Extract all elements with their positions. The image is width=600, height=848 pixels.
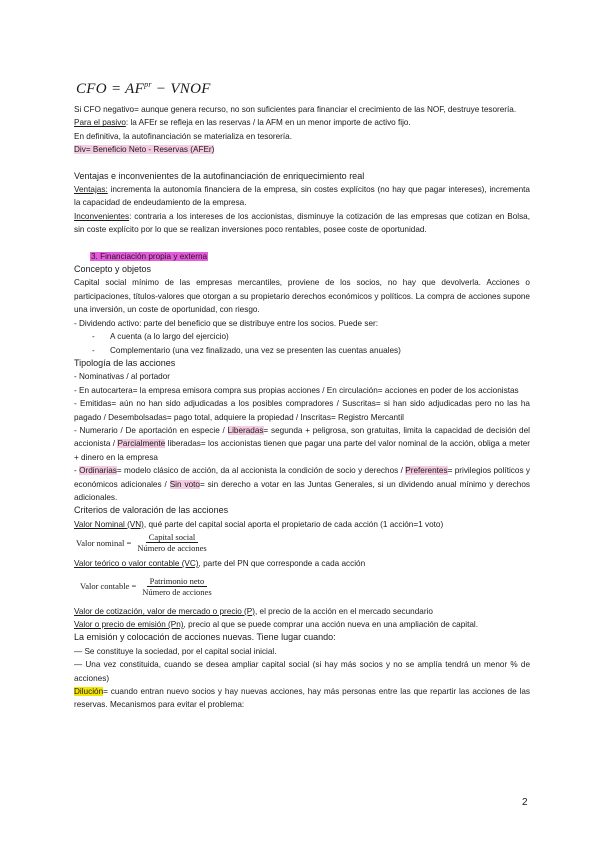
list-item: - A cuenta (a lo largo del ejercicio) [74, 330, 530, 343]
pasivo-label: Para el pasivo [74, 118, 126, 128]
cotizacion-label: Valor de cotización, valor de mercado o precio (P) [74, 606, 255, 616]
valor-nominal-text: , qué parte del capital social aporta el propietario de cada acción (1 acción=1 voto) [143, 519, 444, 529]
emision-text: , precio al que se puede comprar una acción nueva en una ampliación de capital. [183, 620, 479, 629]
page-content [74, 76, 530, 712]
paragraph-inconvenientes [74, 210, 530, 237]
paragraph-emision-precio [74, 618, 530, 631]
paragraph-dash-1: — Se constituye la sociedad, por el capital social inicial. [74, 646, 277, 656]
ordinarias-text-2: = modelo clásico de acción, da al accionista la condición de socio y derechos / [116, 466, 406, 476]
emision-heading: La emisión y colocación de acciones nuevas. Tiene lugar cuando: [74, 632, 336, 643]
paragraph-dividendo: - Dividendo activo: parte del beneficio que se distribuye entre los socios. Puede ser: [74, 318, 379, 328]
liberadas-highlight: Liberadas [227, 425, 264, 435]
paragraph-ventajas [74, 183, 530, 210]
fraction [134, 532, 209, 553]
concepto-heading: Concepto y objetos [74, 264, 152, 275]
paragraph-pasivo [74, 116, 530, 129]
paragraph-dash-2: — Una vez constituida, cuando se desea ampliar capital social (si hay más socios y no se amplía tendrá un menor % de acciones) [74, 660, 530, 683]
numerario-text-2: = segunda + peligrosa, son gratuitas, limita la capacidad de decisión del accionista / [74, 425, 530, 449]
criterios-heading: Criterios de valoración de las acciones [74, 505, 229, 516]
list-item: - Complementario (una vez finalizado, una vez se presenten las cuentas anuales) [74, 344, 530, 357]
valor-contable-text: , parte del PN que corresponde a cada acción [198, 559, 366, 569]
cfo-formula [76, 76, 530, 98]
inconvenientes-text: : contraria a los intereses de los accionistas, disminuye la cotización de las empresas que cotizan en Bolsa, sin coste explícito por lo que se realizan inversiones poco rentables, posee coste de oportunidad. [74, 211, 530, 235]
ordinarias-text-4: = sin derecho a votar en las Juntas Generales, si un dividendo anual mínimo y derechos adicionales. [74, 479, 530, 502]
spacer [74, 157, 530, 170]
ordinarias-highlight: Ordinarias [79, 466, 117, 476]
paragraph-cfo-negative: Si CFO negativo= aunque genera recurso, no son suficientes para financiar el crecimiento de las NOF, destruye tesorería. [74, 105, 517, 114]
sin-voto-highlight: Sin voto [169, 479, 200, 489]
section-heading-highlight: 3. Financiación propia y externa [91, 251, 208, 261]
paragraph-cotizacion [74, 605, 530, 618]
div-formula-highlight: Div= Beneficio Neto - Reservas (AFEr) [74, 145, 215, 155]
fraction [139, 576, 214, 597]
paragraph-capital: Capital social mínimo de las empresas mercantiles, proviene de los socios, no hay que devolverla. Acciones o participaciones, títulos-valores que otorgan a su propietario derechos económicos y políticos. La compra de acciones supone una inversión, un coste de oportunidad, con riesgo. [74, 278, 530, 315]
valor-nominal-formula [76, 532, 530, 553]
formula-superscript: pr [144, 80, 152, 89]
ordinarias-text-3: = privilegios políticos y económicos adicionales / [74, 466, 530, 489]
tipologia-heading: Tipología de las acciones [74, 357, 176, 368]
dilucion-text: = cuando entran nuevo socios y hay nuevas acciones, hay más personas entre las que repartir las acciones de las reservas. Mecanismos para evitar el problema: [74, 687, 530, 710]
numerario-text-3: liberadas= los accionistas tienen que pagar una parte del valor nominal de la acción, obliga a meter + dinero en la empresa [74, 439, 531, 462]
inconvenientes-label: Inconvenientes [74, 211, 130, 221]
ordinarias-text-1: - [74, 466, 80, 476]
fraction-denominator: Número de acciones [137, 543, 207, 554]
paragraph-definitiva: En definitiva, la autofinanciación se materializa en tesorería. [74, 131, 293, 141]
page-number: 2 [522, 797, 528, 808]
preferentes-highlight: Preferentes [405, 466, 448, 476]
ventajas-text: incrementa la autonomía financiera de la empresa, sin costes explícitos (no hay que pagar intereses), incrementa la capacidad de endeudamiento de la empresa. [74, 185, 530, 208]
paragraph-valor-nominal [74, 518, 530, 531]
paragraph-nominativas: - Nominativas / al portador [74, 372, 171, 382]
emision-label: Valor o precio de emisión (Pn) [74, 620, 184, 629]
paragraph-ordinarias [74, 464, 530, 504]
cotizacion-text: , el precio de la acción en el mercado secundario [254, 606, 433, 616]
section-heading [90, 250, 530, 263]
div-formula-line [74, 143, 530, 156]
formula-lhs: Valor nominal = [76, 537, 132, 548]
paragraph-valor-contable [74, 557, 530, 570]
paragraph-dilucion [74, 685, 530, 712]
ventajas-heading: Ventajas e inconvenientes de la autofinanciación de enriquecimiento real [74, 170, 365, 181]
formula-rhs: − VNOF [151, 81, 211, 97]
dilucion-highlight: Dilución [74, 687, 104, 697]
fraction-numerator: Patrimonio neto [147, 576, 208, 587]
parcialmente-highlight: Parcialmente [117, 439, 166, 449]
formula-lhs: Valor contable = [80, 581, 137, 592]
fraction-numerator: Capital social [146, 532, 199, 543]
valor-contable-label: Valor teórico o valor contable (VC) [74, 559, 199, 569]
valor-nominal-label: Valor Nominal (VN) [74, 519, 144, 529]
numerario-text-1: - Numerario / De aportación en especie / [74, 425, 228, 435]
paragraph-autocartera: - En autocartera= la empresa emisora compra sus propias acciones / En circulación= acciones en poder de los accionistas [74, 385, 519, 395]
formula-lhs: CFO = AF [76, 81, 145, 97]
paragraph-emitidas: - Emitidas= aún no han sido adjudicadas a los posibles compradores / Suscritas= si han sido adjudicadas pero no las ha pagado / Desembolsadas= pago total, adquiere la propiedad / Inscritas= Registro Mercantil [74, 399, 530, 422]
paragraph-numerario [74, 424, 530, 464]
spacer [74, 237, 530, 250]
pasivo-text: : la AFEr se refleja en las reservas / la AFM en un menor importe de activo fijo. [125, 118, 411, 128]
fraction-denominator: Número de acciones [142, 586, 212, 597]
valor-contable-formula [80, 576, 530, 597]
ventajas-label: Ventajas: [74, 185, 108, 195]
